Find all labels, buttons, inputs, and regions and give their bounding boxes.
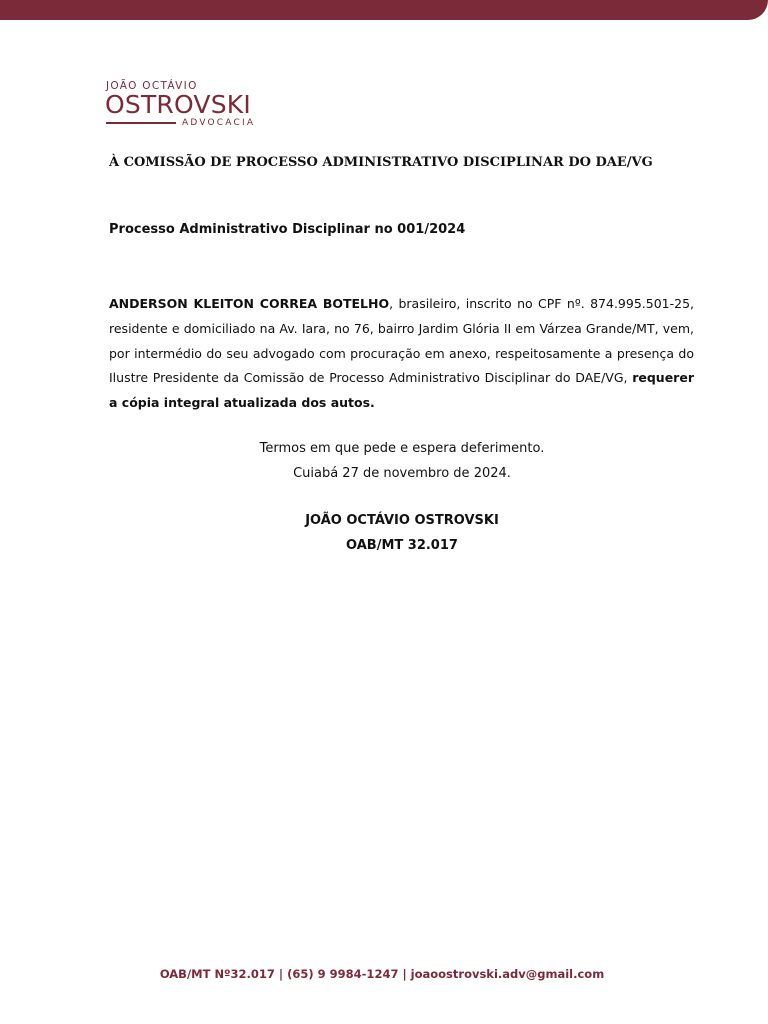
party-name: ANDERSON KLEITON CORREA BOTELHO (109, 296, 390, 311)
header-band (0, 0, 768, 20)
petition-paragraph (109, 292, 694, 416)
place-date-line: Cuiabá 27 de novembro de 2024. (293, 466, 511, 481)
process-reference: Processo Administrativo Disciplinar no 001/2024 (109, 222, 466, 237)
logo-top-name: JOÃO OCTÁVIO (106, 80, 198, 92)
footer-contact: OAB/MT Nº32.017 | (65) 9 9984-1247 | joaoostrovski.adv@gmail.com (159, 967, 605, 981)
law-firm-logo (105, 80, 275, 132)
logo-rule (106, 122, 176, 124)
logo-subtitle: ADVOCACIA (182, 118, 256, 128)
signature-oab: OAB/MT 32.017 (346, 538, 458, 553)
signature-name: JOÃO OCTÁVIO OSTROVSKI (305, 513, 499, 528)
logo-main-name: OSTROVSKI (105, 90, 251, 119)
addressee-line: À COMISSÃO DE PROCESSO ADMINISTRATIVO DISCIPLINAR DO DAE/VG (109, 155, 653, 170)
petition-request: requerer a cópia integral atualizada dos autos. (109, 370, 694, 411)
petition-text: , brasileiro, inscrito no CPF nº. 874.995.501-25, residente e domiciliado na Av. Iara, no 76, bairro Jardim Glória II em Várzea Grande/MT, vem, por intermédio do seu advogado com procuração em anexo, respeitosamente a presença do Ilustre Presidente da Comissão de Processo Administrativo Disciplinar do DAE/VG, (109, 296, 695, 386)
closing-line: Termos em que pede e espera deferimento. (259, 441, 545, 456)
